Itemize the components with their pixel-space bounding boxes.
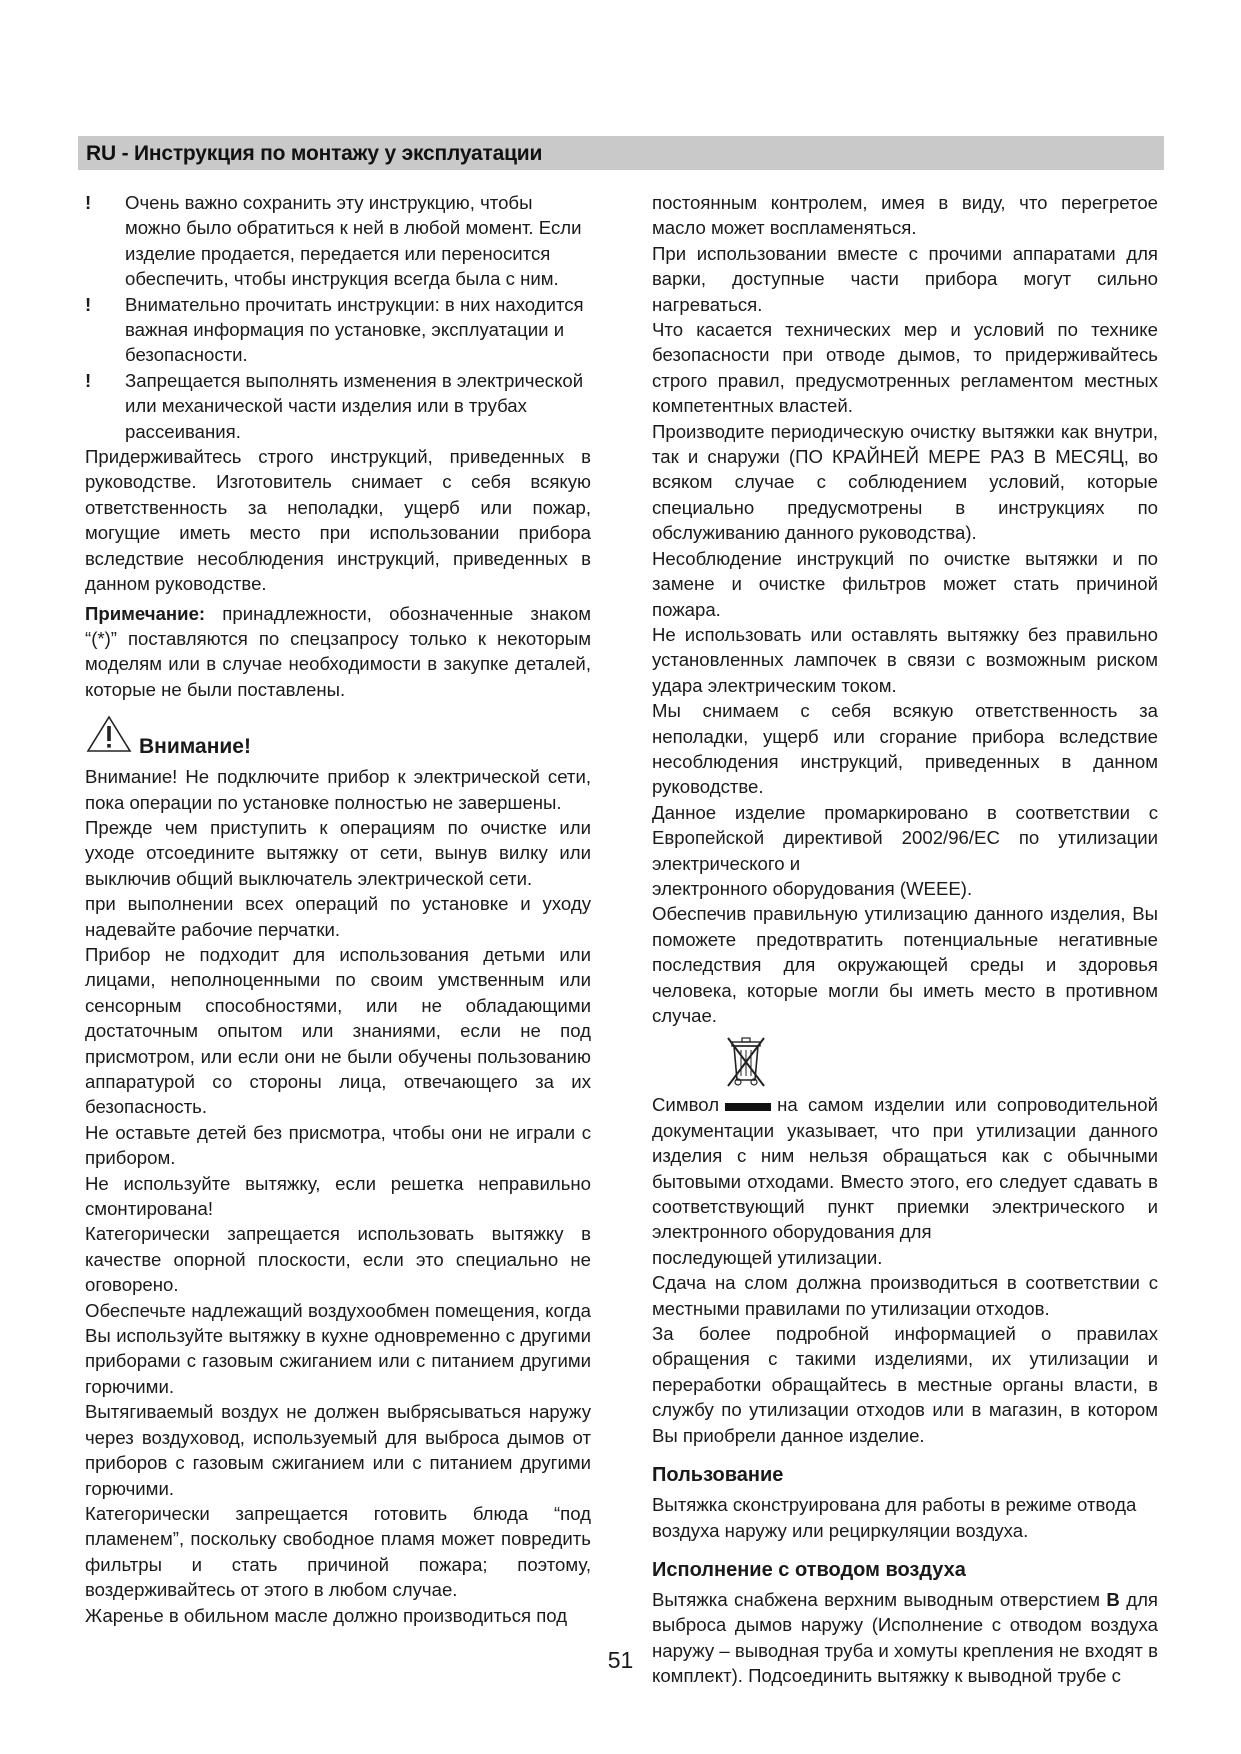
paragraph: постоянным контролем, имея в виду, что перегретое масло может воспламеняться. — [652, 192, 1158, 239]
symbol-text: на самом изделии или сопроводительной документации указывает, что при утилизации данного изделия с ним нельзя обращаться как с обычными бытовыми отходами. Вместо этого, его следует сдавать в соответствующий пункт приемки электрического и электронного оборудования для — [652, 1094, 1158, 1243]
paragraph: При использовании вместе с прочими аппаратами для варки, доступные части прибора могут сильно нагреваться. — [652, 242, 1158, 315]
paragraph: Несоблюдение инструкций по очистке вытяжки и по замене и очистке фильтров может стать причиной пожара. — [652, 547, 1158, 620]
exclamation-mark: ! — [85, 369, 92, 391]
note-paragraph — [85, 601, 591, 703]
bullet-text: Очень важно сохранить эту инструкцию, чтобы можно было обратиться к ней в любой момент. Если изделие продается, передается или переносится обеспечить, чтобы инструкция всегда была с ним. — [125, 192, 582, 290]
warning-paragraph: Не используйте вытяжку, если решетка неправильно смонтирована! — [85, 1172, 591, 1220]
bullet-item — [85, 368, 591, 444]
paragraph: Мы снимаем с себя всякую ответственность за неполадки, ущерб или сгорание прибора вследствие несоблюдения инструкций, приведенных в данном руководстве. — [652, 700, 1158, 798]
paragraph: Производите периодическую очистку вытяжки как внутри, так и снаружи (ПО КРАЙНЕЙ МЕРЕ РАЗ В МЕСЯЦ, во всяком случае с соблюдением условий, которые специально предусмотрены в инструкциях по обслуживанию данного руководства). — [652, 420, 1158, 544]
right-column — [652, 190, 1158, 1689]
header-bar — [78, 136, 1164, 170]
exhaust-heading: Исполнение с отводом воздуха — [652, 1558, 966, 1581]
warning-paragraph: Категорически запрещается готовить блюда “под пламенем”, поскольку свободное пламя может повредить фильтры и стать причиной пожара; поэтому, воздерживайтесь от этого в любом случае. — [85, 1502, 591, 1601]
usage-heading: Пользование — [652, 1464, 784, 1487]
warning-title: Внимание! — [139, 735, 251, 759]
bullet-text: Запрещается выполнять изменения в электрической или механической части изделия или в трубах рассеивания. — [125, 369, 584, 442]
black-bar-symbol — [725, 1103, 771, 1111]
note-text: принадлежности, обозначенные знаком “(*)” поставляются по спецзапросу только к некоторым моделям или в случае необходимости в закупке деталей, которые не были поставлены. — [85, 602, 591, 700]
symbol-paragraph — [652, 1092, 1158, 1244]
note-label: Примечание: — [85, 602, 206, 624]
exhaust-text-after: для выброса дымов наружу (Исполнение с отводом воздуха наружу – выводная труба и хомуты крепления не входят в комплект). Подсоединить вытяжку к выводной трубе с — [652, 1588, 1158, 1687]
page-title: RU - Инструкция по монтажу у эксплуатации — [86, 142, 543, 165]
paragraph: Что касается технических мер и условий по технике безопасности при отводе дымов, то придерживайтесь строго правил, предусмотренных регламентом местных компетентных властей. — [652, 319, 1158, 417]
bullet-item — [85, 190, 591, 292]
warning-paragraph: Категорически запрещается использовать вытяжку в качестве опорной плоскости, если это специально не оговорено. — [85, 1223, 591, 1296]
warning-paragraph: Жаренье в обильном масле должно производиться под — [85, 1604, 568, 1626]
paragraph: последующей утилизации. — [652, 1246, 883, 1268]
paragraph: Сдача на слом должна производиться в соответствии с местными правилами по утилизации отходов. — [652, 1272, 1158, 1319]
warning-paragraph: Внимание! Не подключите прибор к электрической сети, пока операции по установке полностью не завершены. — [85, 766, 591, 813]
paragraph: Обеспечив правильную утилизацию данного изделия, Вы поможете предотвратить потенциальные негативные последствия для окружающей среды и здоровья человека, которые могли бы иметь место в противном случае. — [652, 903, 1158, 1026]
left-column — [85, 190, 591, 1628]
usage-text: Вытяжка сконструирована для работы в режиме отвода воздуха наружу или рециркуляции воздуха. — [652, 1494, 1137, 1541]
exhaust-text-before: Вытяжка снабжена верхним выводным отверстием — [652, 1588, 1107, 1610]
bullet-text: Внимательно прочитать инструкции: в них находится важная информация по установке, эксплуатации и безопасности. — [125, 293, 584, 366]
warning-paragraph: Прибор не подходит для использования детьми или лицами, неполноценными по своим умственным или сенсорным способностями, или не обладающими достаточным опытом или знаниями, если не под присмотром, или если они не были обучены пользованию аппаратурой со стороны лица, отвечающего за их безопасность. — [85, 943, 591, 1118]
warning-paragraph: Прежде чем приступить к операциям по очистке или уходе отсоедините вытяжку от сети, вынув вилку или выключив общий выключатель электрической сети. — [85, 816, 591, 889]
exhaust-bold-letter: B — [1106, 1588, 1120, 1610]
warning-paragraph: при выполнении всех операций по установке и уходу надевайте рабочие перчатки. — [85, 893, 591, 940]
warning-paragraph: Обеспечьте надлежащий воздухообмен помещения, когда Вы используйте вытяжку в кухне одновременно с другими приборами с газовым сжиганием или с питанием другими горючими. — [85, 1299, 591, 1397]
warning-triangle-icon — [85, 714, 133, 760]
warning-paragraph: Вытягиваемый воздух не должен выбрясываться наружу через воздуховод, используемый для выброса дымов от приборов с газовым сжиганием или с питанием другими горючими. — [85, 1401, 591, 1499]
paragraph-instructions: Придерживайтесь строго инструкций, приведенных в руководстве. Изготовитель снимает с себя всякую ответственность за неполадки, ущерб или пожар, могущие иметь место при использовании прибора вследствие несоблюдения инструкций, приведенных в данном руководстве. — [85, 446, 591, 595]
page-number: 51 — [607, 1647, 634, 1673]
exclamation-mark: ! — [85, 192, 92, 213]
warning-paragraph: Не оставьте детей без присмотра, чтобы они не играли с прибором. — [85, 1121, 591, 1169]
paragraph: Данное изделие промаркировано в соответствии с Европейской директивой 2002/96/EC по утилизации электрического и — [652, 801, 1158, 874]
symbol-word: Символ — [652, 1094, 720, 1116]
paragraph: За более подробной информацией о правилах обращения с такими изделиями, их утилизации и переработки обращайтесь в местные органы власти, в службу по утилизации отходов или в магазин, в котором Вы приобрели данное изделие. — [652, 1323, 1158, 1446]
exclamation-mark: ! — [85, 293, 92, 315]
warning-heading — [85, 716, 591, 760]
bullet-item — [85, 292, 591, 368]
crossed-out-bin-icon — [724, 1034, 768, 1094]
weee-symbol-area — [652, 1028, 1158, 1092]
paragraph: электронного оборудования (WEEE). — [652, 877, 973, 899]
paragraph: Не использовать или оставлять вытяжку без правильно установленных лампочек в связи с возможным риском удара электрическим током. — [652, 623, 1158, 696]
